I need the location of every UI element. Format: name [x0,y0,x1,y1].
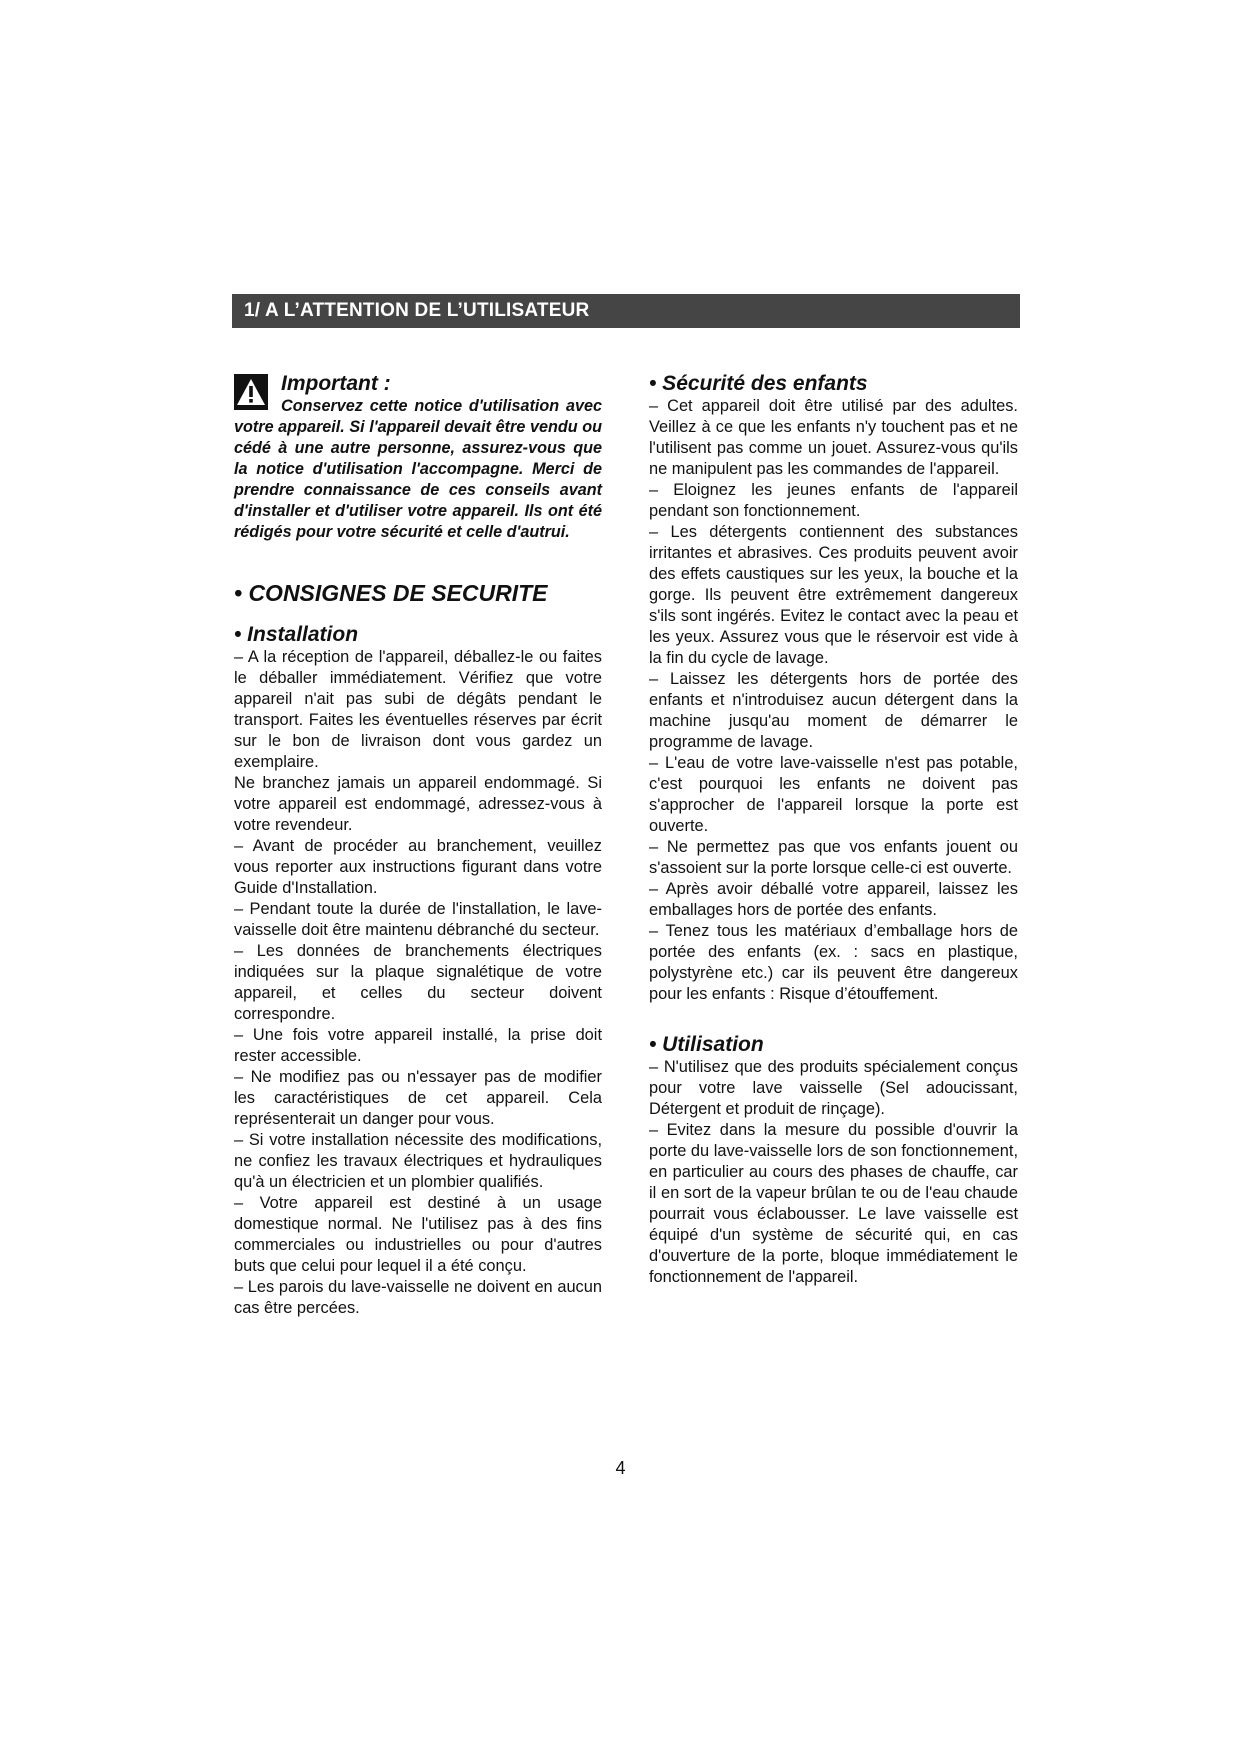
important-title: Important : [281,372,391,395]
warning-triangle-icon [234,374,268,410]
securite-paragraph: – Les détergents contiennent des substances irritantes et abrasives. Ces produits peuvent avoir des effets caustiques sur les yeux, la bouche et la gorge. Ils peuvent être extrêmement dangereux s'ils sont ingérés. Evitez le contact avec la peau et les yeux. Assurez vous que le réservoir est vide à la fin du cycle de lavage. [649,523,1018,667]
section-header [232,294,1020,328]
installation-paragraph: – Votre appareil est destiné à un usage domestique normal. Ne l'utilisez pas à des fins commerciales ou industrielles ou pour d'autres buts que celui pour lequel il a été conçu. [234,1194,602,1275]
installation-title: • Installation [234,623,359,646]
securite-paragraph: – L'eau de votre lave-vaisselle n'est pas potable, c'est pourquoi les enfants ne doivent pas s'approcher de l'appareil lorsque la porte est ouverte. [649,754,1018,835]
installation-paragraph: – Les parois du lave-vaisselle ne doivent en aucun cas être percées. [234,1278,602,1317]
installation-paragraph: – Pendant toute la durée de l'installation, le lave-vaisselle doit être maintenu débranché du secteur. [234,900,602,939]
utilisation-title: • Utilisation [649,1033,764,1056]
installation-paragraph: – Une fois votre appareil installé, la prise doit rester accessible. [234,1026,602,1065]
securite-paragraph: – Cet appareil doit être utilisé par des adultes. Veillez à ce que les enfants n'y touchent pas et ne l'utilisent pas comme un jouet. Assurez-vous qu'ils ne manipulent pas les commandes de l'appareil. [649,397,1018,478]
consignes-title: • CONSIGNES DE SECURITE [234,580,548,606]
utilisation-body [649,1057,1018,1288]
section-header-title: 1/ A L’ATTENTION DE L’UTILISATEUR [244,300,590,321]
left-column [234,372,602,1319]
securite-paragraph: – Eloignez les jeunes enfants de l'appareil pendant son fonctionnement. [649,481,1018,520]
securite-paragraph: – Après avoir déballé votre appareil, laissez les emballages hors de portée des enfants. [649,880,1018,919]
installation-paragraph: Ne branchez jamais un appareil endommagé. Si votre appareil est endommagé, adressez-vous à votre revendeur. [234,774,602,834]
important-notice [234,372,602,543]
page-number: 4 [615,1458,626,1478]
installation-paragraph: – Avant de procéder au branchement, veuillez vous reporter aux instructions figurant dans votre Guide d'Installation. [234,837,602,897]
installation-paragraph: – A la réception de l'appareil, déballez-le ou faites le déballer immédiatement. Vérifiez que votre appareil n'ait pas subi de dégâts pendant le transport. Faites les éventuelles réserves par écrit sur le bon de livraison dont vous gardez un exemplaire. [234,648,602,771]
securite-enfants-title: • Sécurité des enfants [649,372,868,395]
installation-body [234,647,602,1319]
installation-paragraph: – Si votre installation nécessite des modifications, ne confiez les travaux électriques et hydrauliques qu'à un électricien et un plombier qualifiés. [234,1131,602,1191]
right-column [649,372,1018,1288]
utilisation-paragraph: – Evitez dans la mesure du possible d'ouvrir la porte du lave-vaisselle lors de son fonctionnement, en particulier au cours des phases de chauffe, car il en sort de la vapeur brûlan te ou de l'eau chaude pourrait vous éclabousser. Le lave vaisselle est équipé d'un système de sécurité qui, en cas d'ouverture de la porte, bloque immédiatement le fonctionnement de l'appareil. [649,1121,1018,1286]
important-text: Conservez cette notice d'utilisation avec votre appareil. Si l'appareil devait être vendu ou cédé à une autre personne, assurez-vous que la notice d'utilisation l'accompagne. Merci de prendre connaissance de ces conseils avant d'installer et d'utiliser votre appareil. Ils ont été rédigés pour votre sécurité et celle d'autrui. [234,397,602,541]
securite-enfants-body [649,396,1018,1005]
installation-paragraph: – Les données de branchements électriques indiquées sur la plaque signalétique de votre appareil, et celles du secteur doivent correspondre. [234,942,602,1023]
securite-paragraph: – Laissez les détergents hors de portée des enfants et n'introduisez aucun détergent dans la machine jusqu'au moment de démarrer le programme de lavage. [649,670,1018,751]
utilisation-paragraph: – N'utilisez que des produits spécialement conçus pour votre lave vaisselle (Sel adoucissant, Détergent et produit de rinçage). [649,1058,1018,1118]
securite-paragraph: – Ne permettez pas que vos enfants jouent ou s'assoient sur la porte lorsque celle-ci est ouverte. [649,838,1018,877]
installation-paragraph: – Ne modifiez pas ou n'essayer pas de modifier les caractéristiques de cet appareil. Cela représenterait un danger pour vous. [234,1068,602,1128]
securite-paragraph: – Tenez tous les matériaux d’emballage hors de portée des enfants (ex. : sacs en plastique, polystyrène etc.) car ils peuvent être dangereux pour les enfants : Risque d’étouffement. [649,922,1018,1003]
